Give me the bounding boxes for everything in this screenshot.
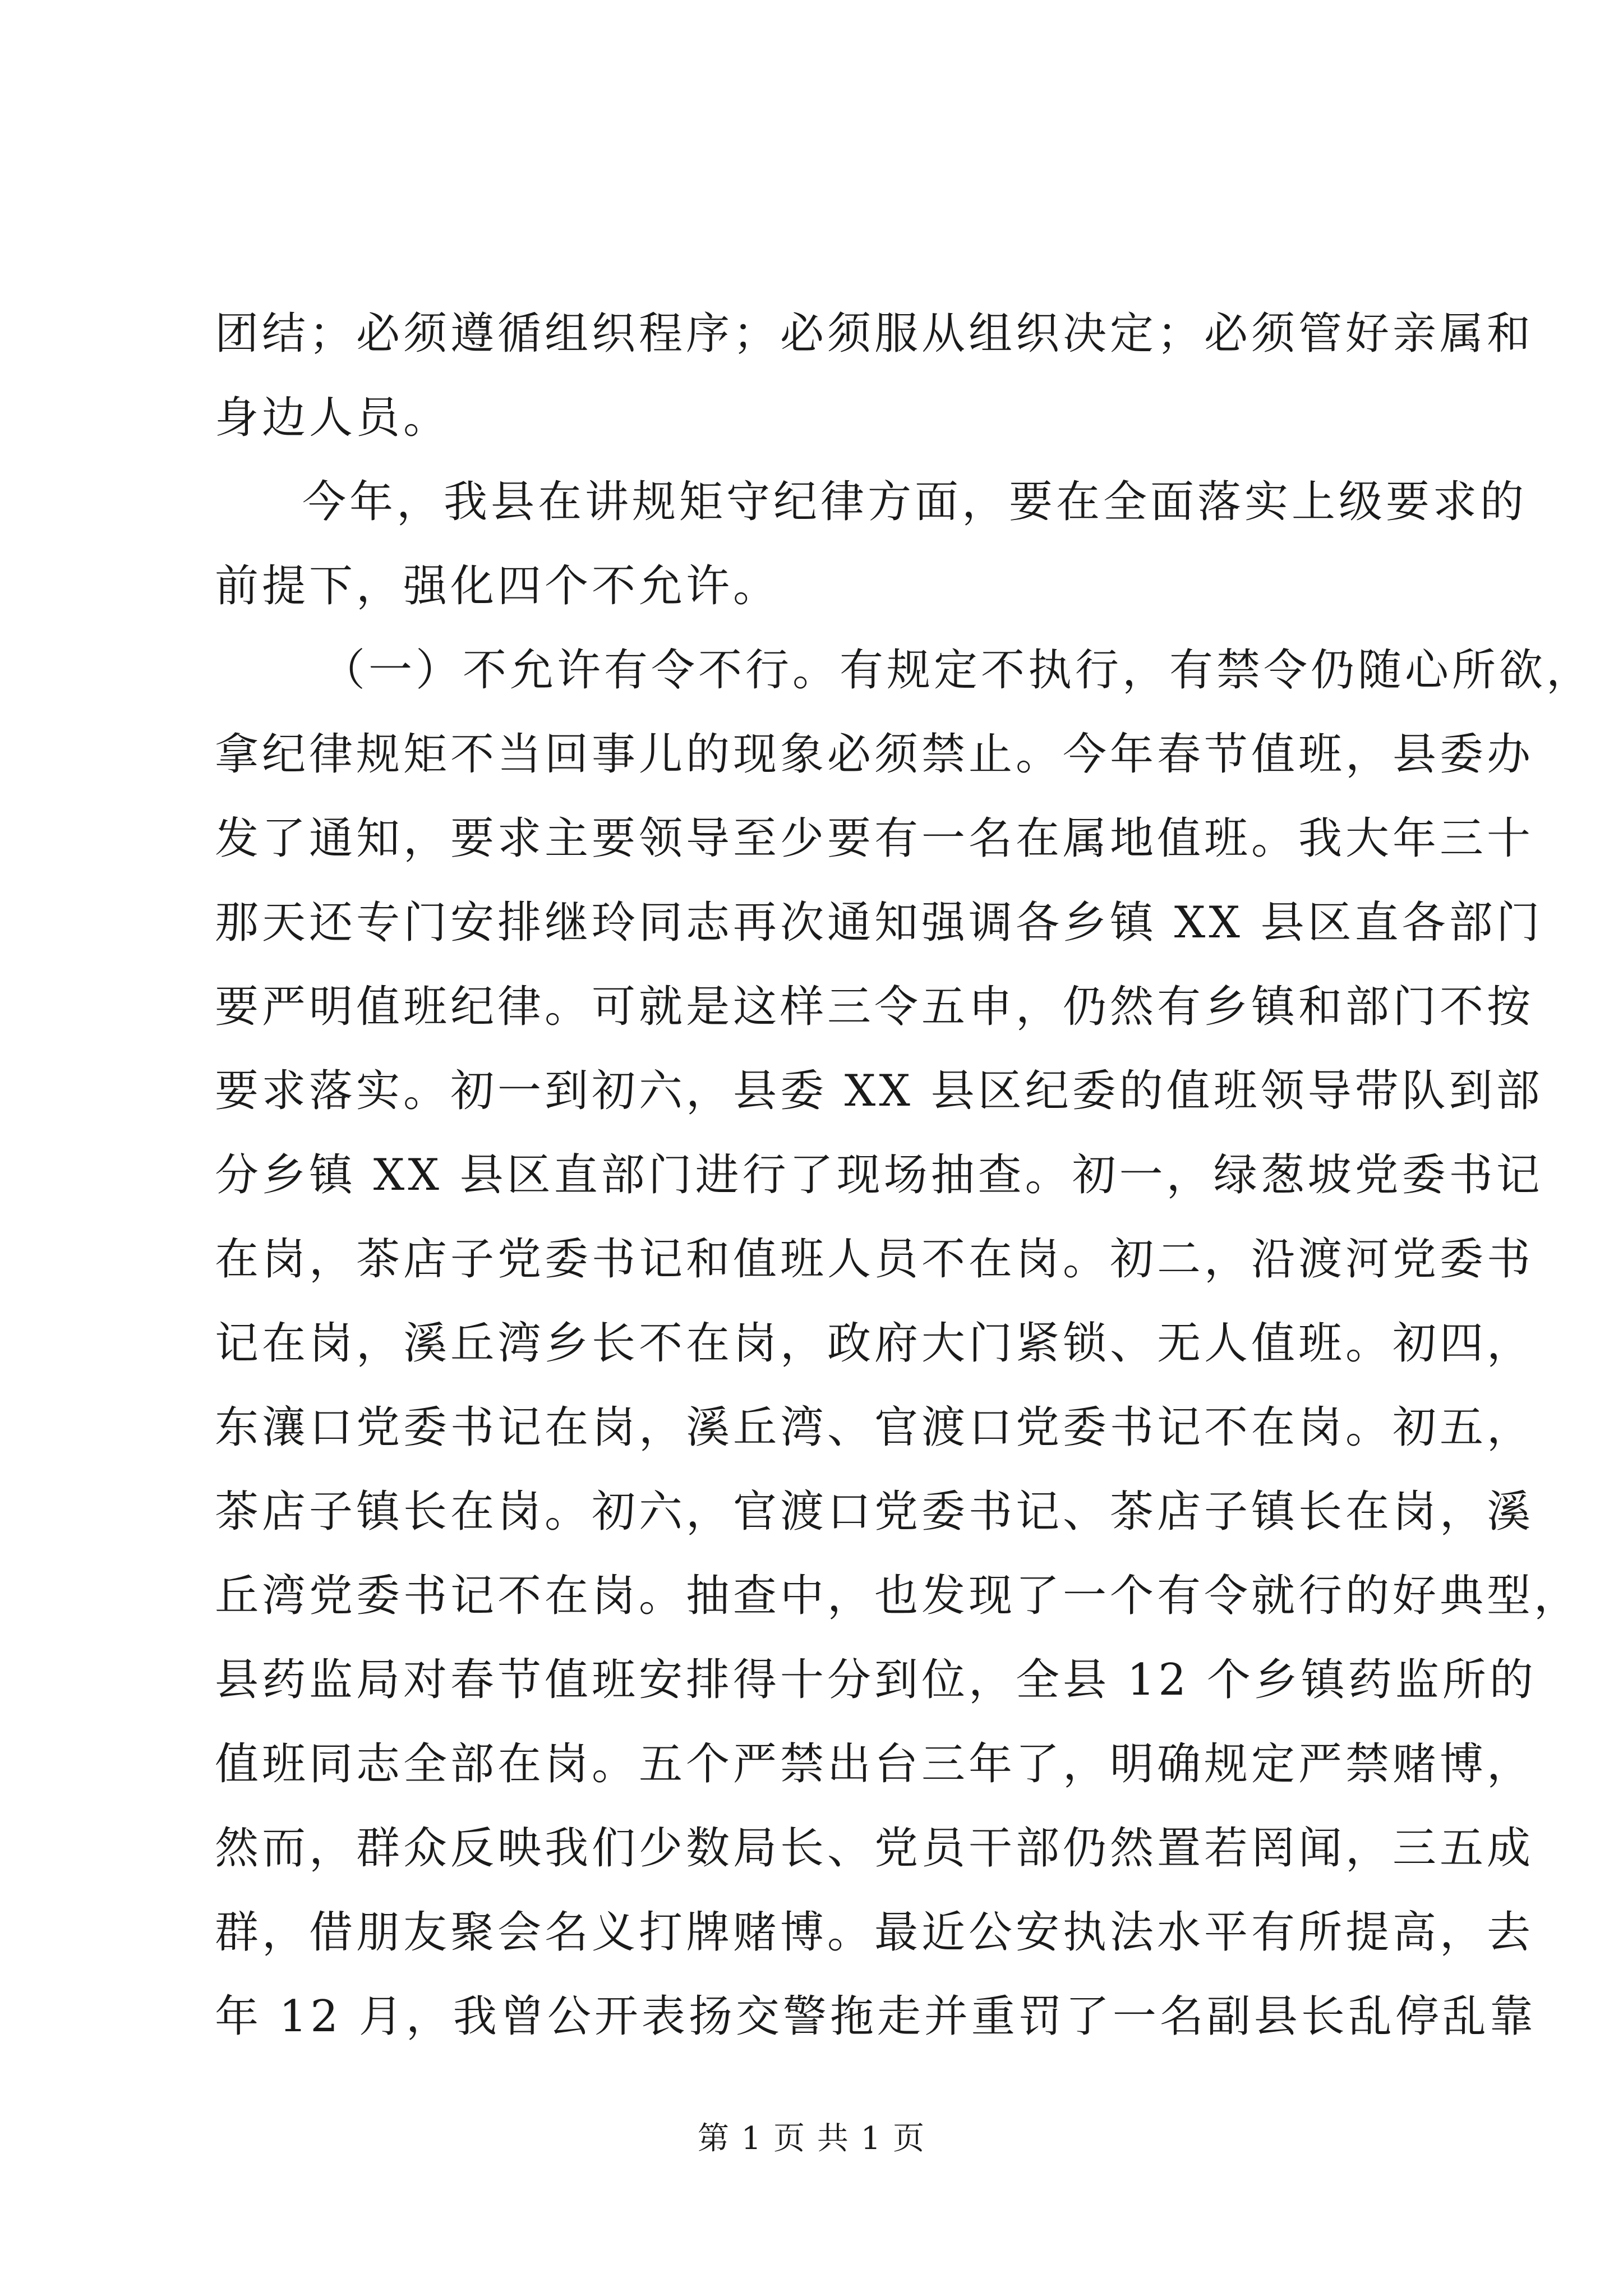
text-line: 在岗，茶店子党委书记和值班人员不在岗。初二，沿渡河党委书 [215, 1234, 1534, 1285]
text-line: 要求落实。初一到初六，县委 XX 县区纪委的值班领导带队到部 [215, 1066, 1543, 1116]
text-line: 县药监局对春节值班安排得十分到位，全县 12 个乡镇药监所的 [215, 1655, 1537, 1705]
text-line: 分乡镇 XX 县区直部门进行了现场抽查。初一，绿葱坡党委书记 [215, 1150, 1543, 1200]
section-heading-line: （一）不允许有令不行。有规定不执行，有禁令仍随心所欲， [321, 645, 1594, 696]
text-line: 那天还专门安排继玲同志再次通知强调各乡镇 XX 县区直各部门 [215, 898, 1543, 948]
text-line: 年 12 月，我曾公开表扬交警拖走并重罚了一名副县长乱停乱靠 [215, 1991, 1537, 2042]
text-line: 群，借朋友聚会名义打牌赌博。最近公安执法水平有所提高，去 [215, 1907, 1534, 1958]
text-line: 记在岗，溪丘湾乡长不在岗，政府大门紧锁、无人值班。初四， [215, 1318, 1534, 1369]
paragraph-first-line: 今年，我县在讲规矩守纪律方面，要在全面落实上级要求的 [302, 477, 1528, 527]
page-footer: 第 1 页 共 1 页 [697, 2120, 926, 2157]
text-line: 发了通知，要求主要领导至少要有一名在属地值班。我大年三十 [215, 813, 1534, 864]
text-line: 拿纪律规矩不当回事儿的现象必须禁止。今年春节值班，县委办 [215, 729, 1534, 780]
document-body [215, 292, 1594, 2059]
text-line: 值班同志全部在岗。五个严禁出台三年了，明确规定严禁赌博， [215, 1739, 1534, 1789]
text-line: 东瀼口党委书记在岗，溪丘湾、官渡口党委书记不在岗。初五， [215, 1402, 1534, 1453]
text-line: 丘湾党委书记不在岗。抽查中，也发现了一个有令就行的好典型， [215, 1571, 1581, 1621]
text-line: 茶店子镇长在岗。初六，官渡口党委书记、茶店子镇长在岗，溪 [215, 1487, 1534, 1537]
text-line: 身边人员。 [215, 393, 451, 443]
text-line: 前提下，强化四个不允许。 [215, 561, 781, 611]
text-line: 然而，群众反映我们少数局长、党员干部仍然置若罔闻，三五成 [215, 1823, 1534, 1874]
text-line: 团结；必须遵循组织程序；必须服从组织决定；必须管好亲属和 [215, 309, 1534, 359]
text-line: 要严明值班纪律。可就是这样三令五申，仍然有乡镇和部门不按 [215, 982, 1534, 1032]
